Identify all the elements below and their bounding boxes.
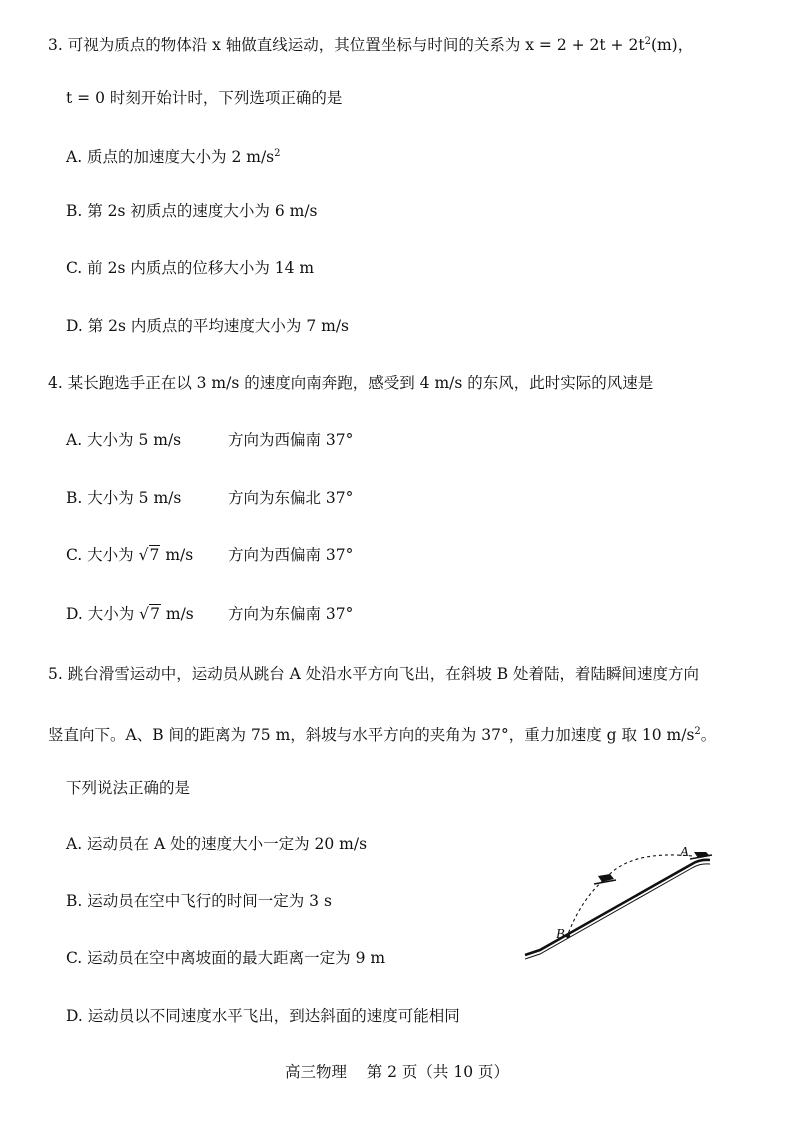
slope-underline [525, 864, 710, 959]
footer-page-number: 第 2 页（共 10 页） [366, 1063, 510, 1081]
skier-icon-air [594, 874, 616, 884]
q4-option-d: D. 大小为 √7 m/s [66, 605, 194, 623]
q5-option-c: C. 运动员在空中离坡面的最大距离一定为 9 m [66, 949, 386, 967]
q5-stem-line1: 5. 跳台滑雪运动中，运动员从跳台 A 处沿水平方向飞出，在斜坡 B 处着陆，着陆瞬间速度方向 [48, 665, 700, 683]
page-footer [0, 1060, 794, 1082]
q3-option-d: D. 第 2s 内质点的平均速度大小为 7 m/s [66, 317, 349, 335]
label-b: B [556, 927, 565, 942]
q5-option-b: B. 运动员在空中飞行的时间一定为 3 s [66, 892, 332, 910]
footer-subject: 高三物理 [284, 1063, 347, 1081]
q4-option-b-direction: 方向为东偏北 37° [228, 489, 354, 507]
q4-option-d-direction: 方向为东偏南 37° [228, 605, 354, 623]
q4-stem: 4. 某长跑选手正在以 3 m/s 的速度向南奔跑，感受到 4 m/s 的东风，此时实际的风速是 [48, 374, 654, 392]
sqrt-symbol: √7 [139, 605, 160, 623]
q4-option-c-direction: 方向为西偏南 37° [228, 546, 354, 564]
ski-jump-figure [520, 838, 720, 968]
label-a: A [680, 845, 689, 860]
q3-option-b: B. 第 2s 初质点的速度大小为 6 m/s [66, 202, 318, 220]
q4-option-c: C. 大小为 √7 m/s [66, 546, 194, 564]
q3-stem-line1: 3. 可视为质点的物体沿 x 轴做直线运动，其位置坐标与时间的关系为 $x = 2 + 2t + 2t^2(m)$， [48, 36, 694, 55]
skier-icon-a [690, 852, 712, 859]
q5-stem-line3: 下列说法正确的是 [66, 779, 191, 797]
q5-option-d: D. 运动员以不同速度水平飞出，到达斜面的速度可能相同 [66, 1007, 460, 1025]
q3-option-a: A. 质点的加速度大小为 2 $m/s^2$ [66, 148, 281, 167]
q3-stem-line2: t = 0 时刻开始计时，下列选项正确的是 [66, 89, 343, 107]
q4-option-a: A. 大小为 5 m/s [66, 431, 182, 449]
q3-option-c: C. 前 2s 内质点的位移大小为 14 m [66, 259, 315, 277]
q4-option-b: B. 大小为 5 m/s [66, 489, 182, 507]
sqrt-symbol: √7 [138, 546, 160, 564]
point-b-marker [566, 934, 570, 938]
q5-option-a: A. 运动员在 A 处的速度大小一定为 20 m/s [66, 835, 368, 853]
q4-option-a-direction: 方向为西偏南 37° [228, 431, 354, 449]
slope-line [525, 860, 710, 955]
q5-stem-line2: 竖直向下。A、B 间的距离为 75 m，斜坡与水平方向的夹角为 37°，重力加速度 g 取 10 $m/s^2$。 [48, 726, 717, 745]
